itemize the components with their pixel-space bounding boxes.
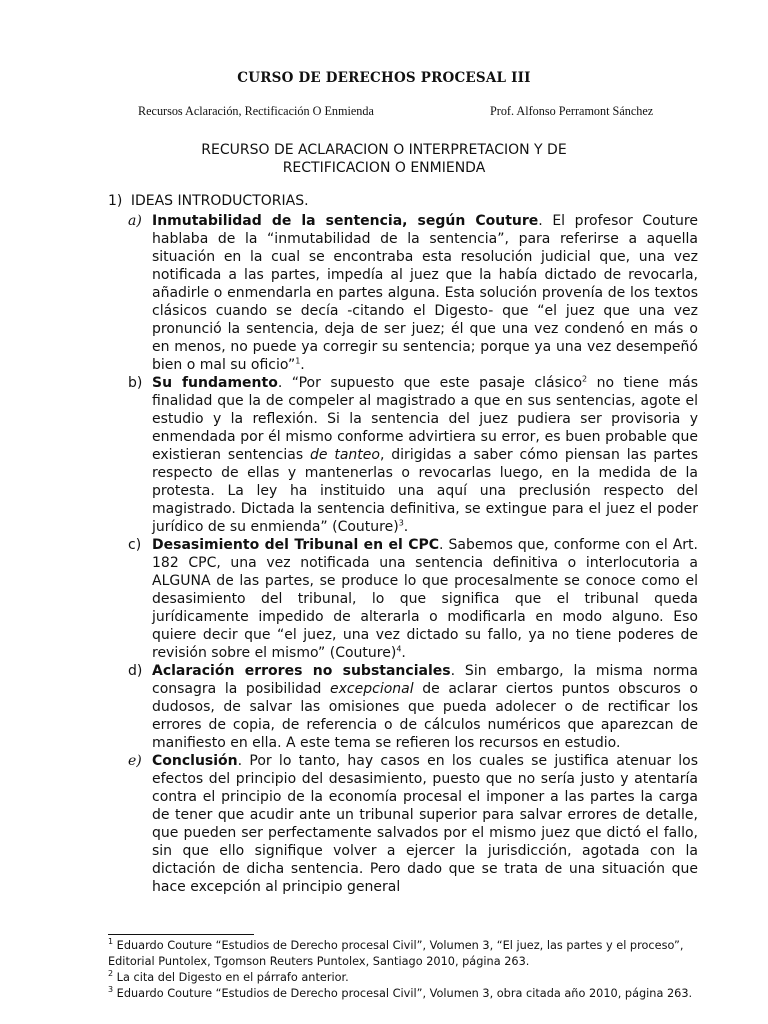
item-heading: Desasimiento del Tribunal en el CPC [152, 537, 440, 553]
item-marker: b) [128, 375, 143, 391]
list-item [128, 212, 698, 374]
footnote-divider [108, 934, 254, 935]
item-body [152, 212, 698, 374]
list-item [128, 536, 698, 662]
course-title: CURSO DE DERECHOS PROCESAL III [237, 70, 531, 86]
footnote [108, 938, 698, 970]
item-body [152, 536, 698, 662]
item-heading: Inmutabilidad de la sentencia, según Couture [152, 213, 539, 229]
item-body [152, 374, 698, 536]
item-body [152, 752, 698, 896]
item-heading: Conclusión [152, 753, 238, 769]
footnote [108, 970, 698, 986]
list-item [128, 662, 698, 752]
footnote-text: Eduardo Couture “Estudios de Derecho procesal Civil”, Volumen 3, obra citada año 2010, página 263. [113, 987, 693, 1000]
item-text: . El profesor Couture hablaba de la “inmutabilidad de la sentencia”, para referirse a aquella situación en la cual se encontraba esta resolución judicial que, una vez notificada a las partes, impedía al juez que la había dictado de revocarla, añadirle o enmendarla en partes alguna. Esta solución provenía de los textos clásicos cuando se decía -citando el Digesto- que “el juez que una vez pronunció la sentencia, deja de ser juez; él que una vez condenó en más o en menos, no puede ya corregir su sentencia; porque ya una vez desempeñó bien o mal su oficio” [152, 213, 698, 373]
footnote-text: Eduardo Couture “Estudios de Derecho procesal Civil”, Volumen 3, “El juez, las partes y el proceso”, Editorial Puntolex, Tgomson Reuters Puntolex, Santiago 2010, página 263. [108, 939, 684, 968]
footnote-number: 3 [108, 985, 114, 995]
document-title-line-1: RECURSO DE ACLARACION O INTERPRETACION Y DE [201, 142, 567, 158]
item-body [152, 662, 698, 752]
footnote-ref: 3 [398, 518, 404, 528]
item-heading: Su fundamento [152, 375, 278, 391]
item-text-end: . [300, 357, 305, 373]
item-italic: de tanteo [309, 447, 380, 463]
section-heading [108, 193, 309, 209]
item-list [128, 212, 698, 896]
item-text-mid: no tiene más finalidad que la de compeler al magistrado a que en sus sentencias, agote el estudio y la reflexión. Si la sentencia del juez pudiera ser provisoria y enmendada por él mismo conforme advirtiera su error, es buen probable que existieran sentencias [152, 375, 699, 463]
footnote-number: 1 [108, 937, 114, 947]
footnote-ref: 4 [396, 644, 402, 654]
item-text: . Sabemos que, conforme con el Art. 182 CPC, una vez notificada una sentencia definitiva o interlocutoria a ALGUNA de las partes, se produce lo que procesalmente se conoce como el desasimiento del tribunal, lo que significa que el tribunal queda jurídicamente impedido de alterarla o modificarla en modo alguno. Eso quiere decir que “el juez, una vez dictado su fallo, ya no tiene poderes de revisión sobre el mismo” (Couture) [152, 537, 698, 661]
item-marker: a) [128, 213, 142, 229]
section-title: IDEAS INTRODUCTORIAS. [130, 193, 309, 209]
item-marker: d) [128, 663, 143, 679]
footnote-number: 2 [108, 969, 114, 979]
list-item [128, 374, 698, 536]
item-text-post: de aclarar ciertos puntos obscuros o dudosos, de salvar las omisiones que pueda adolecer o de rectificar los errores de copia, de referencia o de cálculos numéricos que aparezcan de manifiesto en ella. A este tema se refieren los recursos en estudio. [152, 681, 699, 751]
document-title-line-2: RECTIFICACION O ENMIENDA [282, 160, 486, 176]
document-title [0, 141, 768, 177]
item-heading: Aclaración errores no substanciales [152, 663, 451, 679]
subtitle-topic: Recursos Aclaración, Rectificación O Enmienda [138, 104, 374, 118]
footnote-ref: 1 [295, 356, 301, 366]
footnote-text: La cita del Digesto en el párrafo anterior. [113, 971, 349, 984]
item-text: . “Por supuesto que este pasaje clásico [277, 375, 583, 391]
item-text-end: . [403, 519, 409, 535]
item-text-post: , dirigidas a saber cómo piensan las partes respecto de ellas y mantenerlas o revocarlas luego, en la medida de la protesta. La ley ha instituido una aquí una preclusión respecto del magistrado. Dictada la sentencia definitiva, se extingue para el juez el poder jurídico de su enmienda” (Couture) [152, 447, 699, 535]
item-marker: c) [128, 537, 142, 553]
subtitle-professor: Prof. Alfonso Perramont Sánchez [490, 104, 654, 118]
list-item [128, 752, 698, 896]
item-text: . Por lo tanto, hay casos en los cuales se justifica atenuar los efectos del principio del desasimiento, puesto que no sería justo y atentaría contra el principio de la economía procesal el imponer a las partes la carga de tener que acudir ante un tribunal superior para salvar errores de detalle, que pueden ser perfectamente salvados por el mismo juez que dictó el fallo, sin que ello signifique volver a ejercer la jurisdicción, agotada con la dictación de dicha sentencia. Pero dado que se trata de una situación que hace excepción al principio general [152, 753, 698, 895]
footnotes [108, 938, 698, 1002]
footnote-ref: 2 [582, 374, 588, 384]
item-marker: e) [128, 753, 142, 769]
item-italic: excepcional [330, 681, 414, 697]
footnote [108, 986, 698, 1002]
section-number: 1) [108, 193, 123, 209]
item-text-end: . [401, 645, 406, 661]
item-text: . Sin embargo, la misma norma consagra la posibilidad [152, 663, 698, 697]
